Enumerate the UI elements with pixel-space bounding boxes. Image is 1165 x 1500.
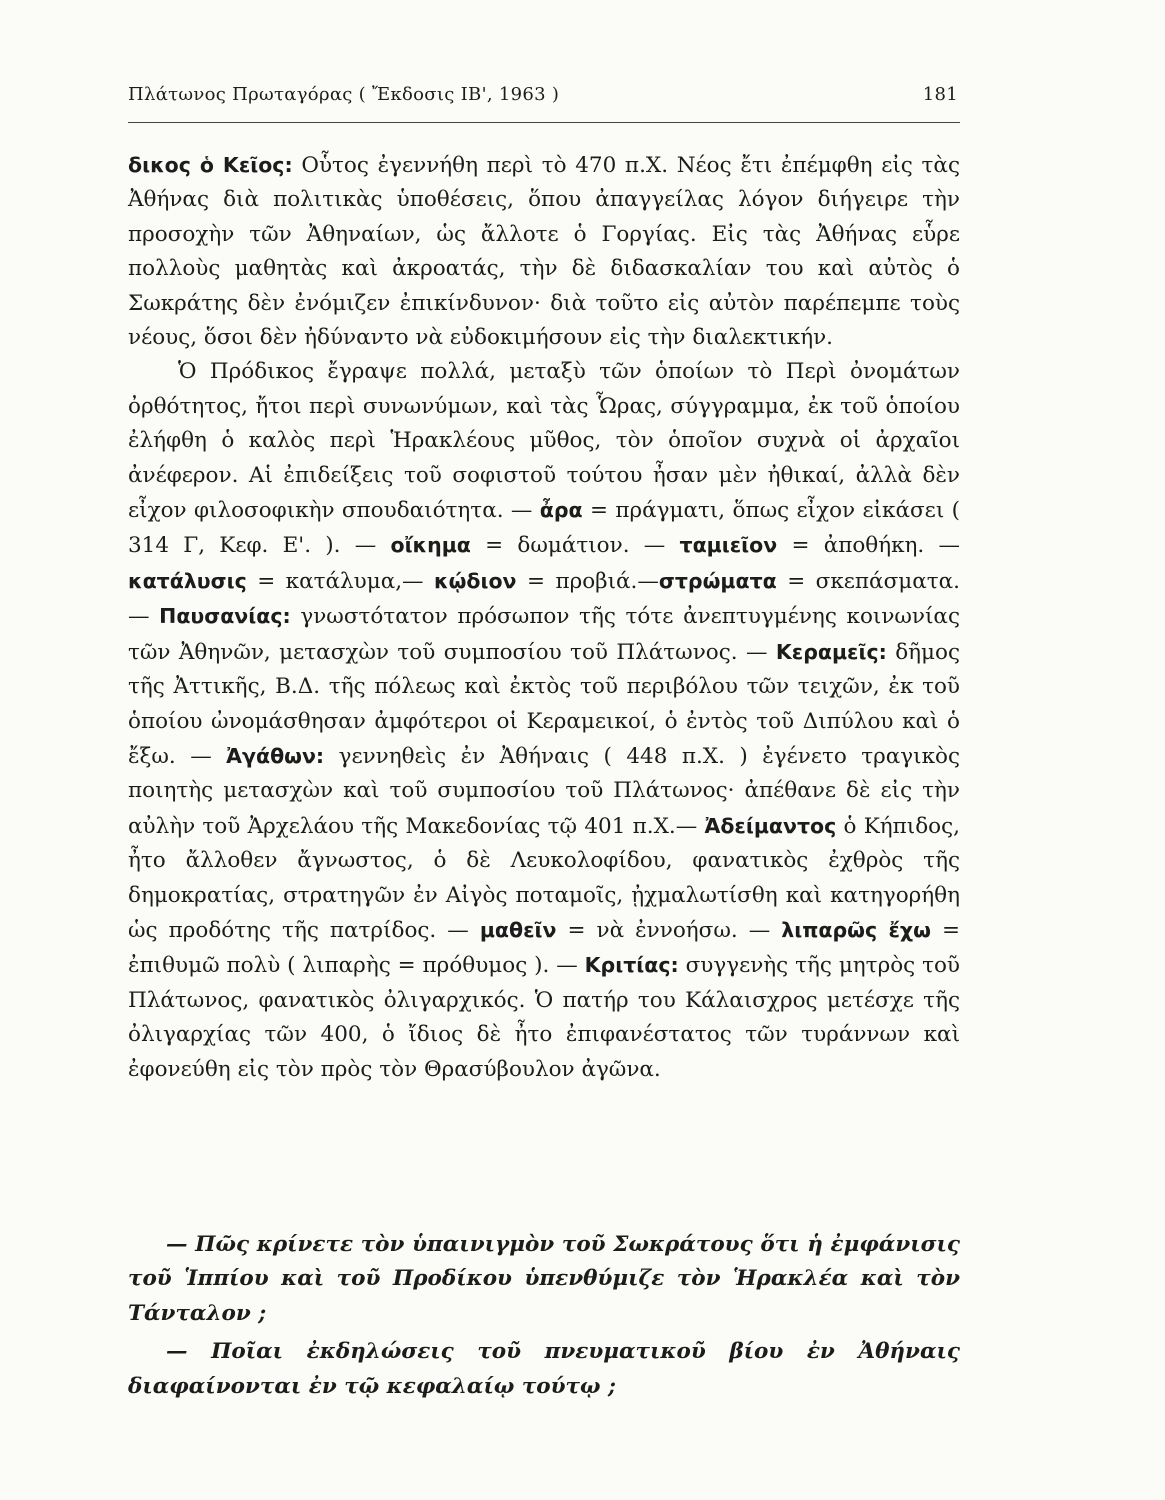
glossed-term: δικος ὁ Κεῖος: bbox=[128, 153, 293, 177]
paragraph-text: = κατάλυμα,— bbox=[246, 568, 435, 594]
glossed-term: στρώματα bbox=[658, 568, 777, 593]
glossed-term: ταμιεῖον bbox=[679, 533, 778, 558]
paragraph-text: γεννηθεὶς ἐν Ἀθήναις ( 448 π.Χ. ) ἐγένετο τραγικὸς ποιητὴς μετασχὼν καὶ τοῦ συμποσίου τοῦ Πλάτωνος· ἀπέθανε δὲ εἰς τὴν αὐλὴν τοῦ Ἀρχελάου τῆς Μακεδονίας τῷ 401 π.Χ.— bbox=[128, 743, 960, 839]
paragraph-text: Οὗτος ἐγεννήθη περὶ τὸ 470 π.Χ. Νέος ἔτι ἐπέμφθη εἰς τὰς Ἀθήνας διὰ πολιτικὰς ὑποθέσεις, ὅπου ἀπαγγείλας λόγον διήγειρε τὴν προσοχὴν τῶν Ἀθηναίων, ὡς ἄλλοτε ὁ Γοργίας. Εἰς τὰς Ἀθήνας εὗρε πολλοὺς μαθητὰς καὶ ἀκροατάς, τὴν δὲ διδασκαλίαν του καὶ αὐτὸς ὁ Σωκράτης δὲν ἐνόμιζεν ἐπικίνδυνον· διὰ τοῦτο εἰς αὐτὸν παρέπεμπε τοὺς νέους, ὅσοι δὲν ἠδύναντο νὰ εὐδοκιμήσουν εἰς τὴν διαλεκτικήν. bbox=[128, 153, 960, 351]
glossed-term: Ἀγάθων: bbox=[226, 743, 325, 768]
study-questions bbox=[128, 1228, 960, 1408]
glossed-term: κῴδιον bbox=[434, 568, 517, 593]
body-paragraph bbox=[128, 355, 960, 1087]
running-title: Πλάτωνος Πρωταγόρας ( Ἔκδοσις ΙΒ', 1963 ) bbox=[128, 84, 560, 105]
paragraph-text: = νὰ ἐννοήσω. — bbox=[556, 917, 782, 943]
commentary-body bbox=[128, 148, 960, 1087]
paragraph-text: = ἀποθήκη. — bbox=[777, 533, 961, 559]
glossed-term: μαθεῖν bbox=[479, 917, 557, 942]
glossed-term: Κριτίας: bbox=[584, 953, 679, 978]
question-item: — Ποῖαι ἐκδηλώσεις τοῦ πνευματικοῦ βίου ἐν Ἀθήναις διαφαίνονται ἐν τῷ κεφαλαίῳ τούτῳ ; bbox=[128, 1339, 960, 1399]
glossed-term: οἴκημα bbox=[390, 533, 471, 558]
paragraph-text: = πράγματι, ὅπως εἶχον εἰκάσει ( 314 Γ, Κεφ. Ε'. ). — bbox=[128, 498, 960, 559]
paragraph-text: = δωμάτιον. — bbox=[470, 533, 680, 559]
body-paragraph bbox=[128, 148, 960, 355]
paragraph-text: = σκεπάσματα. — bbox=[128, 568, 960, 630]
glossed-term: Κεραμεῖς: bbox=[775, 639, 887, 664]
page-number: 181 bbox=[922, 84, 958, 105]
glossed-term: λιπαρῶς ἔχω bbox=[781, 917, 931, 942]
paragraph-text: συγγενὴς τῆς μητρὸς τοῦ Πλάτωνος, φανατικὸς ὀλιγαρχικός. Ὁ πατήρ του Κάλαισχρος μετέσχε τῆς ὀλιγαρχίας τῶν 400, ὁ ἴδιος δὲ ἦτο ἐπιφανέστατος τῶν τυράννων καὶ ἐφονεύθη εἰς τὸν πρὸς τὸν Θρασύβουλον ἀγῶνα. bbox=[128, 953, 961, 1082]
running-header bbox=[128, 84, 958, 105]
paragraph-text: Ὁ Πρόδικος ἔγραψε πολλά, μεταξὺ τῶν ὁποίων τὸ Περὶ ὀνομάτων ὀρθότητος, ἤτοι περὶ συνωνύμων, καὶ τὰς Ὧρας, σύγγραμμα, ἐκ τοῦ ὁποίου ἐλήφθη ὁ καλὸς περὶ Ἡρακλέους μῦθος, τὸν ὁποῖον συχνὰ οἱ ἀρχαῖοι ἀνέφερον. Αἱ ἐπιδείξεις τοῦ σοφιστοῦ τούτου ἦσαν μὲν ἠθικαί, ἀλλὰ δὲν εἶχον φιλοσοφικὴν σπουδαιότητα. — bbox=[128, 359, 960, 524]
paragraph-text: δῆμος τῆς Ἀττικῆς, Β.Δ. τῆς πόλεως καὶ ἐκτὸς τοῦ περιβόλου τῶν τειχῶν, ἐκ τοῦ ὁποίου ὠνομάσθησαν ἀμφότεροι οἱ Κεραμεικοί, ὁ ἐντὸς τοῦ Διπύλου καὶ ὁ ἔξω. — bbox=[128, 639, 960, 769]
paragraph-text: = προβιά.— bbox=[516, 568, 659, 594]
paragraph-text: = ἐπιθυμῶ πολὺ ( λιπαρὴς = πρόθυμος ). — bbox=[128, 917, 960, 979]
question-item: — Πῶς κρίνετε τὸν ὑπαινιγμὸν τοῦ Σωκράτους ὅτι ἡ ἐμφάνισις τοῦ Ἱππίου καὶ τοῦ Προδίκου ὑπενθύμιζε τὸν Ἡρακλέα καὶ τὸν Τάνταλον ; bbox=[128, 1232, 960, 1326]
paragraph-text: ὁ Κήπιδος, ἦτο ἄλλοθεν ἄγνωστος, ὁ δὲ Λευκολοφίδου, φανατικὸς ἐχθρὸς τῆς δημοκρατίας, στρατηγῶν ἐν Αἰγὸς ποταμοῖς, ᾐχμαλωτίσθη καὶ κατηγορήθη ὡς προδότης τῆς πατρίδος. — bbox=[128, 813, 960, 943]
glossed-term: Παυσανίας: bbox=[159, 604, 291, 629]
glossed-term: Ἀδείμαντος bbox=[704, 813, 837, 838]
glossed-term: ἆρα bbox=[539, 498, 583, 523]
glossed-term: κατάλυσις bbox=[128, 568, 247, 593]
header-rule bbox=[128, 122, 960, 123]
paragraph-text: γνωστότατον πρόσωπον τῆς τότε ἀνεπτυγμένης κοινωνίας τῶν Ἀθηνῶν, μετασχὼν τοῦ συμποσίου τοῦ Πλάτωνος. — bbox=[128, 604, 960, 665]
